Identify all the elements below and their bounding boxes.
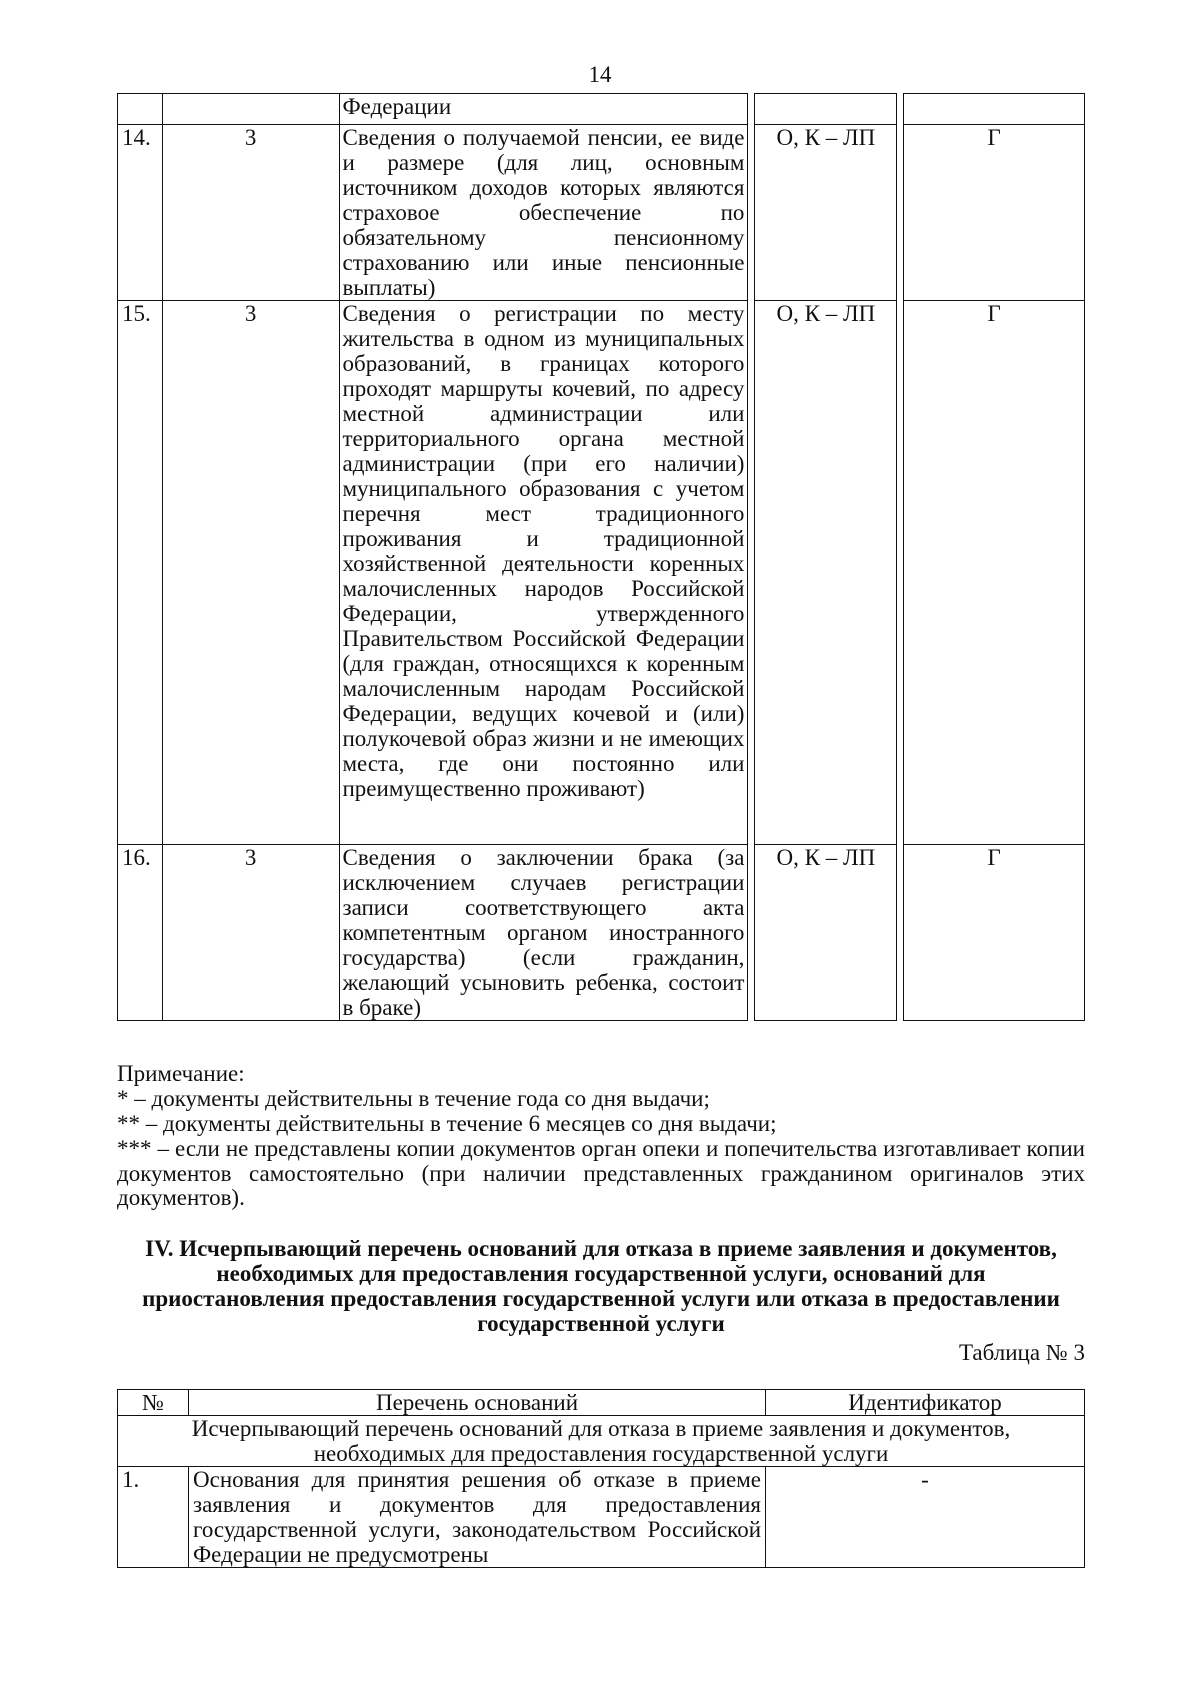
row-number: 15.: [118, 301, 163, 845]
row-category: 3: [162, 125, 339, 301]
row-identifier: -: [766, 1467, 1085, 1568]
table-label: Таблица № 3: [958, 1340, 1085, 1365]
row-type: О, К – ЛП: [755, 845, 897, 1021]
row-identifier: Г: [904, 301, 1085, 845]
table-group-row: [118, 1416, 1085, 1467]
row-text: Сведения о заключении брака (за исключением случаев регистрации записи соответствующего акта компетентным органом иностранного государства) (если гражданин, желающий усыновить ребенка, состоит в браке): [339, 845, 748, 1021]
note-item: * – документы действительны в течение года со дня выдачи;: [117, 1086, 710, 1111]
table-row: [118, 125, 1085, 301]
row-category: 3: [162, 845, 339, 1021]
row-number: 1.: [118, 1467, 189, 1568]
row-text: Сведения о регистрации по месту жительства в одном из муниципальных образований, в границах которого проходят маршруты кочевий, по адресу местной администрации или территориального органа местной администрации (при его наличии) муниципального образования с учетом перечня мест традиционного проживания и традиционной хозяйственной деятельности коренных малочисленных народов Российской Федерации, утвержденного Правительством Российской Федерации (для граждан, относящихся к коренным малочисленным народам Российской Федерации, ведущих кочевой и (или) полукочевой образ жизни и не имеющих места, где они постоянно или преимущественно проживают): [339, 301, 748, 845]
row-number: 14.: [118, 125, 163, 301]
header-number: №: [118, 1390, 189, 1416]
header-grounds: Перечень оснований: [189, 1390, 766, 1416]
table-row: [118, 1467, 1085, 1568]
table-header-row: [118, 1390, 1085, 1416]
page-number: 14: [588, 62, 612, 87]
section-heading: IV. Исчерпывающий перечень оснований для отказа в приеме заявления и документов, необходимых для предоставления государственной услуги, оснований для приостановления предоставления государственной услуги или отказа в предоставлении государственной услуги: [142, 1236, 1060, 1336]
row-number: 16.: [118, 845, 163, 1021]
table-row: [118, 845, 1085, 1021]
row-text: Основания для принятия решения об отказе в приеме заявления и документов для предоставления государственной услуги, законодательством Российской Федерации не предусмотрены: [189, 1467, 766, 1568]
row-text: Сведения о получаемой пенсии, ее виде и размере (для лиц, основным источником доходов которых являются страховое обеспечение по обязательному пенсионному страхованию или иные пенсионные выплаты): [339, 125, 748, 301]
row-identifier: Г: [904, 845, 1085, 1021]
notes-title: Примечание:: [117, 1061, 245, 1086]
note-item: ** – документы действительны в течение 6 месяцев со дня выдачи;: [117, 1111, 777, 1136]
row-identifier: Г: [904, 125, 1085, 301]
row-category: 3: [162, 301, 339, 845]
continuation-cell: Федерации: [339, 94, 748, 125]
documents-table: [117, 93, 1085, 1021]
header-identifier: Идентификатор: [766, 1390, 1085, 1416]
refusal-grounds-table: [117, 1389, 1085, 1568]
table-row: [118, 301, 1085, 845]
row-type: О, К – ЛП: [755, 125, 897, 301]
note-item: *** – если не представлены копии документов орган опеки и попечительства изготавливает копии документов самостоятельно (при наличии представленных гражданином оригиналов этих документов).: [117, 1136, 1085, 1210]
row-type: О, К – ЛП: [755, 301, 897, 845]
table-row-continuation: [118, 94, 1085, 125]
group-heading: Исчерпывающий перечень оснований для отказа в приеме заявления и документов, необходимых для предоставления государственной услуги: [118, 1416, 1085, 1467]
